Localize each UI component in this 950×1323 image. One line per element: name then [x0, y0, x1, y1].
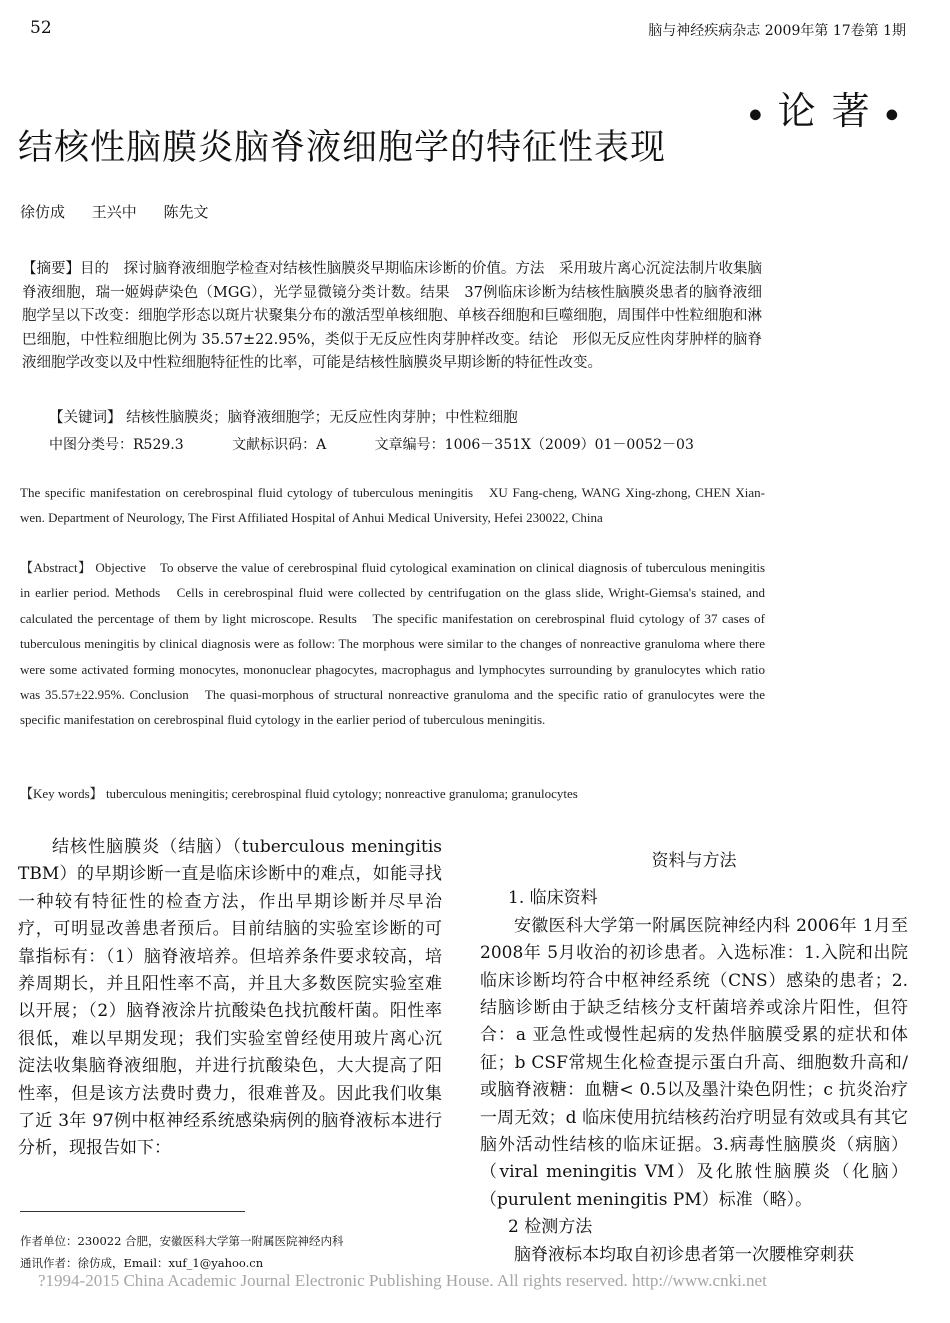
- english-title-block: The specific manifestation on cerebrospinal fluid cytology of tuberculous meningitis XU Fang-cheng, WANG Xing-zhong, CHEN Xian-wen. Department of Neurology, The First Affiliated Hospital of Anhui Medical University, Hefei 230022, China: [20, 485, 765, 526]
- abstract-cn-text: 目的 探讨脑脊液细胞学检查对结核性脑膜炎早期临床诊断的价值。方法 采用玻片离心沉淀法制片收集脑脊液细胞，瑞一姬姆萨染色（MGG），光学显微镜分类计数。结果 37例临床诊断为结核性脑膜炎患者的脑脊液细胞学呈以下改变：细胞学形态以斑片状聚集分布的激活型单核细胞、单核吞细胞和巨噬细胞，周围伴中性粒细胞和淋巴细胞，中性粒细胞比例为 35.57±22.95%，类似于无反应性肉芽肿样改变。结论 形似无反应性肉芽肿样的脑脊液细胞学改变以及中性粒细胞特征性的比率，可能是结核性脑膜炎早期诊断的特征性改变。: [22, 261, 763, 371]
- bullet-dot-icon: ●: [749, 106, 764, 123]
- article-number: 文章编号：1006－351X（2009）01－0052－03: [374, 437, 694, 453]
- subsection-heading: 2 检测方法: [508, 1217, 593, 1238]
- document-code: 文献标识码：A: [232, 437, 327, 453]
- authors: 徐仿成 王兴中 陈先文: [20, 203, 209, 221]
- intro-paragraph: 结核性脑膜炎（结脑）（tuberculous meningitis TBM）的早期诊断一直是临床诊断中的难点，如能寻找一种较有特征性的检查方法，作出早期诊断并尽早治疗，可明显改善患者预后。目前结脑的实验室诊断的可靠指标有：（1）脑脊液培养。但培养条件要求较高，培养周期长，并且阳性率不高，并且大多数医院实验室难以开展；（2）脑脊液涂片抗酸染色找抗酸杆菌。阳性率很低，难以早期发现；我们实验室曾经使用玻片离心沉淀法收集脑脊液细胞，并进行抗酸染色，大大提高了阳性率，但是该方法费时费力，很难普及。因此我们收集了近 3年 97例中枢神经系统感染病例的脑脊液标本进行分析，现报告如下：: [18, 837, 442, 1159]
- corresponding-author: 通讯作者：徐仿成，Email：xuf_1@yahoo.cn: [20, 1256, 264, 1270]
- footnotes: [20, 1230, 344, 1274]
- section-label-text: 论 著: [777, 89, 872, 133]
- body-right-column: [480, 848, 908, 1269]
- abstract-cn-label: 【摘要】: [22, 261, 81, 277]
- bullet-dot-icon: ●: [885, 106, 900, 123]
- english-keywords: [20, 781, 765, 806]
- method-paragraph: 脑脊液标本均取自初诊患者第一次腰椎穿刺获: [514, 1244, 854, 1265]
- keywords-cn: [49, 407, 749, 431]
- english-keywords-text: tuberculous meningitis; cerebrospinal fluid cytology; nonreactive granuloma; granulocytes: [105, 786, 578, 801]
- abstract-cn: [22, 258, 762, 376]
- body-left-column: [18, 834, 442, 1163]
- clinical-data-paragraph: 安徽医科大学第一附属医院神经内科 2006年 1月至 2008年 5月收治的初诊患者。入选标准：1.入院和出院临床诊断均符合中枢神经系统（CNS）感染的患者；2.结脑诊断由于缺乏结核分支杆菌培养或涂片阳性，但符合：a 亚急性或慢性起病的发热伴脑膜受累的症状和体征；b CSF常规生化检查提示蛋白升高、细胞数升高和/或脑脊液糖：血糖< 0.5以及墨汁染色阴性；c 抗炎治疗一周无效；d 临床使用抗结核药治疗明显有效或具有其它脑外活动性结核的临床证据。3.病毒性脑膜炎（病脑）（viral meningitis VM）及化脓性脑膜炎（化脑）（purulent meningitis PM）标准（略）。: [480, 915, 908, 1210]
- keywords-cn-text: 结核性脑膜炎；脑脊液细胞学；无反应性肉芽肿；中性粒细胞: [126, 410, 518, 426]
- english-abstract-label: 【Abstract】: [20, 560, 92, 575]
- clc-number: 中图分类号：R529.3: [49, 437, 184, 453]
- english-abstract: [20, 555, 765, 733]
- article-title: 结核性脑膜炎脑脊液细胞学的特征性表现: [18, 128, 667, 168]
- section-label: [749, 80, 900, 135]
- classification-line: [49, 434, 749, 458]
- section-heading: 资料与方法: [651, 851, 737, 871]
- author-affiliation: 作者单位：230022 合肥，安徽医科大学第一附属医院神经内科: [20, 1234, 344, 1248]
- keywords-cn-label: 【关键词】: [49, 410, 122, 426]
- subsection-heading: 1. 临床资料: [508, 888, 598, 909]
- english-abstract-text: Objective To observe the value of cerebrospinal fluid cytological examination on clinical diagnosis of tuberculous meningitis in earlier period. Methods Cells in cerebrospinal fluid were collected by centrifugation on the glass slide, Wright-Giemsa's stained, and calculated the percentage of them by light microscope. Results The specific manifestation on cerebrospinal fluid cytology of 37 cases of tuberculous meningitis by clinical diagnosis were as follow: The morphous were similar to the changes of nonreactive granuloma where there were some activated forming monocytes, mononuclear phagocytes, macrophagus and lymphocytes surrounding by granulocytes which ratio was 35.57±22.95%. Conclusion The quasi-morphous of structural nonreactive granuloma and the specific ratio of granulocytes were the specific manifestation on cerebrospinal fluid cytology in the earlier period of tuberculous meningitis.: [20, 560, 766, 728]
- footnote-divider: [20, 1211, 245, 1212]
- english-keywords-label: 【Key words】: [20, 786, 103, 801]
- journal-header: 脑与神经疾病杂志 2009年第 17卷第 1期: [648, 23, 906, 39]
- page-number: 52: [30, 18, 52, 38]
- copyright-watermark: ?1994-2015 China Academic Journal Electronic Publishing House. All rights reserved. http://www.cnki.net: [38, 1271, 767, 1290]
